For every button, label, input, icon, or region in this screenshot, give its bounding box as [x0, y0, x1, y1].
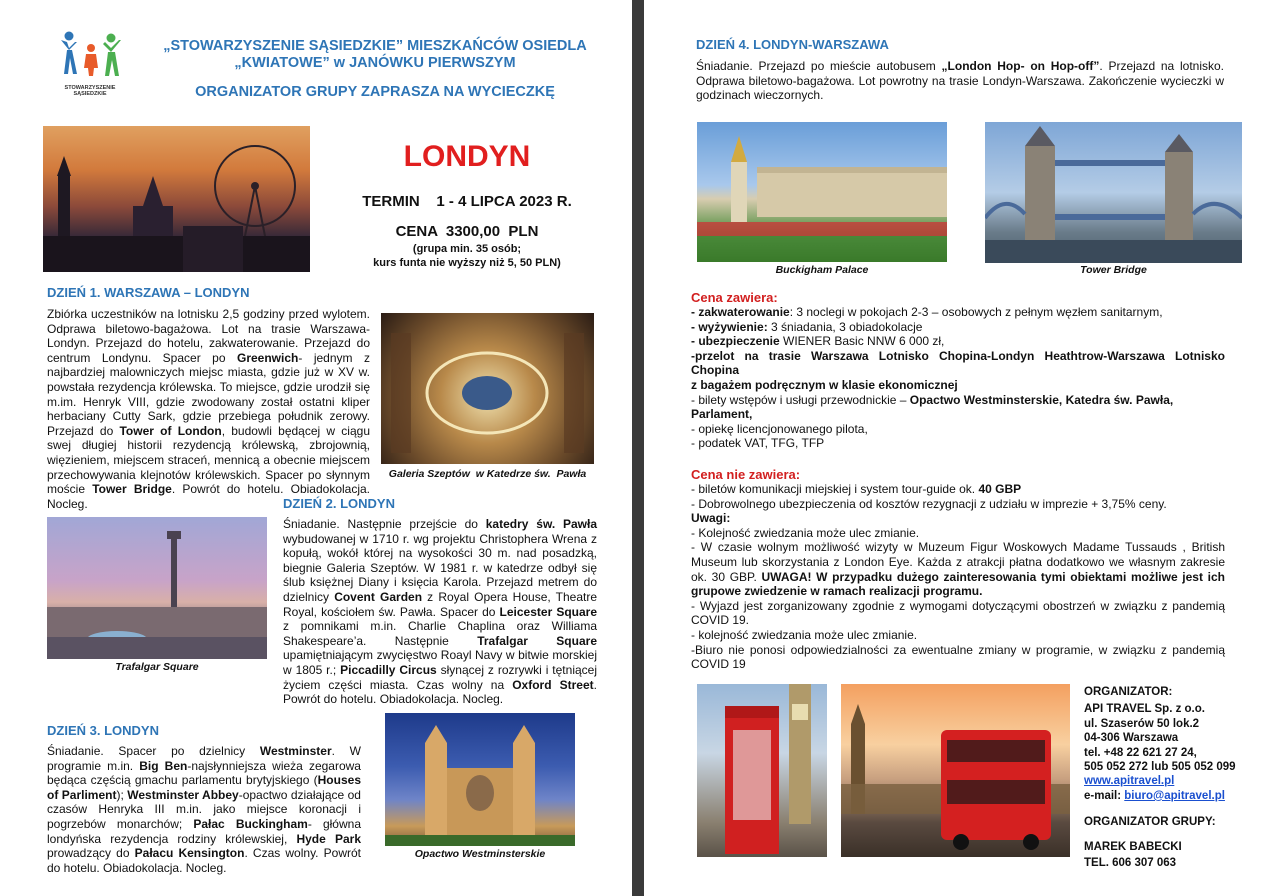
day3-b7: Pałacu Kensington — [134, 846, 245, 861]
day4-t2: . Przejazd na lotnisko. Odprawa biletowo-bagażowa. Lot powrotny na trasie Londyn-Warszawa. Zakończenie wycieczki w godzinach wieczornych. — [696, 59, 1224, 103]
abbey-caption: Opactwo Westminsterskie — [414, 848, 546, 860]
organizer-street: ul. Szaserów 50 lok.2 — [1084, 717, 1200, 730]
logo — [55, 28, 125, 97]
excludes-l1-text: - biletów komunikacji miejskiej i system tour-guide ok. — [691, 482, 979, 496]
org-line-1: „STOWARZYSZENIE SĄSIEDZKIE” MIESZKAŃCÓW OSIEDLA — [163, 38, 587, 54]
day2-t1: Śniadanie. Następnie przejście do — [283, 517, 486, 531]
includes-l3-text: WIENER Basic NNW 6 000 zł, — [779, 334, 945, 349]
day3-t7: prowadzący do — [47, 846, 135, 861]
bus-photo — [841, 684, 1070, 857]
organizer-email-line — [1084, 789, 1264, 803]
organizer-city: 04-306 Warszawa — [1084, 732, 1179, 745]
organizer-tel: tel. +48 22 621 27 24, — [1084, 746, 1197, 759]
includes-l2-bold: - wyżywienie: — [691, 319, 768, 334]
includes-l6-text: - bilety wstępów i usługi przewodnickie – — [691, 392, 910, 407]
note-2 — [691, 540, 1225, 598]
day2-b6: Oxford Street — [512, 677, 594, 692]
day3-b5: Pałac Buckingham — [193, 816, 308, 831]
day2-b1: katedry św. Pawła — [485, 517, 598, 531]
logo-text-2: SĄSIEDZKIE — [73, 91, 107, 97]
note-5: -Biuro nie ponosi odpowiedzialności za ewentualne zmiany w programie, w związku z pandemią COVID 19 — [691, 642, 1225, 672]
excludes-line-2: - Dobrowolnego ubezpieczenia od kosztów rezygnacji z udziału w imprezie + 3,75% ceny. — [691, 496, 1167, 511]
abbey-photo — [385, 713, 575, 846]
day4-t1: Śniadanie. Przejazd po mieście autobusem — [696, 59, 942, 73]
day2-b3: Leicester Square — [499, 604, 598, 619]
buckingham-photo — [697, 122, 947, 262]
organizer-block — [1084, 685, 1264, 870]
day1-text-c: , budowli będącej w ciągu swej długiej historii rezydencją królewską, zbrojownią, więzieniem, miejscem straceń, mennicą a obecnie miejscem przechowywania klejnotów królewskich. Spacer po słynnym moście — [47, 423, 370, 497]
note-2-bold: UWAGA! W przypadku dużego zainteresowania tymi obiektami możliwe jest ich grupowe zwiedzenie w ramach realizacji programu. — [691, 569, 1225, 599]
org-header — [150, 38, 600, 101]
day2-t3: z Royal Opera House, Theatre Royal, kościołem św. Pawła. Spacer do — [283, 589, 597, 619]
buckingham-caption: Buckigham Palace — [775, 264, 869, 276]
includes-l6-bold: Opactwo Westminsterskie, Katedra św. Pawła, Parlament, — [691, 392, 1174, 422]
day1-text-a: Zbiórka uczestników na lotnisku 2,5 godziny przed wylotem. Odprawa biletowo-bagażowa. Lot na trasie Warszawa-Londyn. Przejazd do hotelu, zakwaterowanie. Przejazd do centrum Londynu. Spacer po — [47, 307, 370, 365]
day2-t2: wybudowanej w 1710 r. wg projektu Christophera Wrena z kopułą, wokół której na wysokości 30 m. nad posadzką, biegnie Galeria Szeptów. W 1981 r. w katedrze odbył się ślub księżnej Diany i księcia Karola. Przejazd metrem do dzielnicy — [283, 531, 597, 604]
includes-line-3 — [691, 334, 1225, 349]
day3-b4: Westminster Abbey — [127, 787, 239, 802]
day2-heading: DZIEŃ 2. LONDYN — [283, 496, 395, 511]
includes-line-7: - opiekę licencjonowanego pilota, — [691, 421, 868, 436]
trip-note-1: (grupa min. 35 osób; — [412, 243, 522, 255]
includes-l1-text: : 3 noclegi w pokojach 2-3 – osobowych z pełnym węzłem sanitarnym, — [789, 305, 1163, 319]
day2-b5: Piccadilly Circus — [340, 662, 437, 677]
day1-text-b: - jednym z najbardziej malowniczych miejsc miasta, gdzie już w XV w. powstała rezydencja królewska. To miejsce, gdzie urodził się m.im. Henryk VIII, gdzie zwodowany został ostatni kliper herbaciany Cutty Sark, gdzie przebiega południk zerowy. Przejazd do — [47, 350, 370, 438]
day4-b1: „London Hop- on Hop-off” — [941, 59, 1100, 73]
day2-b4: Trafalgar Square — [477, 633, 597, 648]
day2-t4: z pomnikami m.in. Charlie Chaplina oraz Williama Shakespeare’a. Następnie — [283, 619, 597, 648]
tower-bridge-photo — [985, 122, 1242, 263]
day3-t8: . Czas wolny. Powrót do hotelu. Obiadokolacja. Nocleg. — [47, 846, 361, 875]
phone-box-photo — [697, 684, 827, 857]
gallery-caption: Galeria Szeptów w Katedrze św. Pawła — [388, 468, 587, 480]
includes-line-4: -przelot na trasie Warszawa Lotnisko Chopina-Londyn Heathtrow-Warszawa Lotnisko Chopina — [691, 348, 1225, 378]
day3-text — [47, 744, 361, 875]
day4-heading: DZIEŃ 4. LONDYN-WARSZAWA — [696, 37, 889, 52]
trip-term: TERMIN 1 - 4 LIPCA 2023 R. — [362, 193, 572, 210]
includes-l1-bold: - zakwaterowanie — [691, 305, 790, 319]
day3-t3: -najsłynniejsza wieża zegarowa będąca częścią gmachu parlamentu brytyjskiego ( — [47, 758, 361, 788]
includes-line-1 — [691, 305, 1225, 320]
day3-t6: - główna londyńska rezydencja rodziny królewskiej, — [47, 816, 361, 846]
group-organizer-name: MAREK BABECKI — [1084, 840, 1182, 853]
excludes-list — [691, 482, 1225, 672]
organizer-heading: ORGANIZATOR: — [1084, 686, 1173, 698]
includes-line-8: - podatek VAT, TFG, TFP — [691, 436, 825, 451]
trafalgar-caption: Trafalgar Square — [115, 661, 199, 673]
day3-b3: Houses of Parliment — [47, 773, 361, 802]
day2-t5: upamiętniającym zwycięstwo Roayl Navy w bitwie morskiej w 1805 r.; — [283, 648, 597, 677]
day1-bold-greenwich: Greenwich — [237, 350, 299, 365]
day3-b2: Big Ben — [139, 758, 188, 773]
organizer-www-link[interactable]: www.apitravel.pl — [1084, 775, 1175, 788]
includes-line-6 — [691, 393, 1225, 422]
note-3: - Wyjazd jest zorganizowany zgodnie z wymogami dotyczącymi obostrzeń w związku z pandemią COVID 19. — [691, 598, 1225, 628]
day2-t7: . Powrót do hotelu. Obiadokolacja. Nocleg. — [283, 677, 597, 707]
logo-figures-icon — [55, 28, 125, 80]
gallery-photo — [381, 313, 594, 464]
trip-note-2: kurs funta nie wyższy niż 5, 50 PLN) — [373, 257, 561, 269]
organizer-tel-2: 505 052 272 lub 505 052 099 — [1084, 761, 1236, 774]
day3-t2: . W programie m.in. — [47, 744, 362, 773]
group-organizer-heading: ORGANIZATOR GRUPY: — [1084, 816, 1216, 829]
note-2-text: - W czasie wolnym możliwość wizyty w Muzeum Figur Woskowych Madame Tussauds , British Museum lub skorzystania z London Eye. Każda z atrakcji płatna dodatkowo we własnym zakresie ok. 30 GBP. — [691, 540, 1225, 584]
day3-t5: -opactwo działające od czasów Henryka III m.in. jako miejsce koronacji i pogrzebów monarchów; — [47, 787, 361, 831]
organizer-email-link[interactable]: biuro@apitravel.pl — [1124, 789, 1225, 802]
group-organizer-tel: TEL. 606 307 063 — [1084, 857, 1177, 870]
org-line-2: „KWIATOWE” w JANÓWKU PIERWSZYM — [234, 55, 516, 71]
day2-b2: Covent Garden — [334, 589, 423, 604]
trip-title: LONDYN — [403, 140, 531, 173]
includes-list — [691, 305, 1225, 451]
includes-l2-text: 3 śniadania, 3 obiadokolacje — [767, 319, 923, 334]
includes-heading: Cena zawiera: — [691, 290, 778, 305]
excludes-heading: Cena nie zawiera: — [691, 467, 801, 482]
trafalgar-photo — [47, 517, 267, 659]
includes-l3-bold: - ubezpieczenie — [691, 334, 780, 349]
excludes-l1-bold: 40 GBP — [978, 482, 1022, 496]
day1-heading: DZIEŃ 1. WARSZAWA – LONDYN — [47, 285, 250, 300]
logo-text-1: STOWARZYSZENIE — [64, 85, 116, 91]
note-4: - kolejność zwiedzania może ulec zmianie. — [691, 627, 918, 642]
day1-bold-tower: Tower of London — [119, 423, 222, 438]
trip-price: CENA 3300,00 PLN — [395, 223, 539, 240]
organizer-name: API TRAVEL Sp. z o.o. — [1084, 703, 1205, 716]
day2-text — [283, 517, 597, 707]
day3-t1: Śniadanie. Spacer po dzielnicy — [47, 744, 260, 758]
day3-b1: Westminster — [259, 744, 332, 758]
organizer-email-label: e-mail: — [1084, 789, 1125, 802]
day1-text-d: . Powrót do hotelu. Obiadokolacja. Nocleg. — [47, 482, 371, 511]
day3-heading: DZIEŃ 3. LONDYN — [47, 723, 159, 738]
includes-line-2 — [691, 320, 1225, 335]
day3-b6: Hyde Park — [296, 831, 361, 846]
excludes-line-1 — [691, 482, 1225, 497]
day2-t6: słynącej z rozrywki i tętniącej życiem części miasta. Czas wolny na — [283, 662, 597, 692]
london-panorama-photo — [43, 126, 310, 272]
day1-text — [47, 307, 370, 511]
page-divider — [632, 0, 644, 896]
day4-text — [696, 59, 1224, 103]
notes-heading: Uwagi: — [691, 511, 731, 526]
org-line-3: ORGANIZATOR GRUPY ZAPRASZA NA WYCIECZKĘ — [195, 84, 555, 100]
day3-t4: ); — [116, 787, 128, 802]
note-1: - Kolejność zwiedzania może ulec zmianie. — [691, 525, 920, 540]
tower-bridge-caption: Tower Bridge — [1080, 264, 1147, 276]
includes-line-5: z bagażem podręcznym w klasie ekonomicznej — [691, 377, 958, 392]
day1-bold-bridge: Tower Bridge — [92, 482, 172, 497]
